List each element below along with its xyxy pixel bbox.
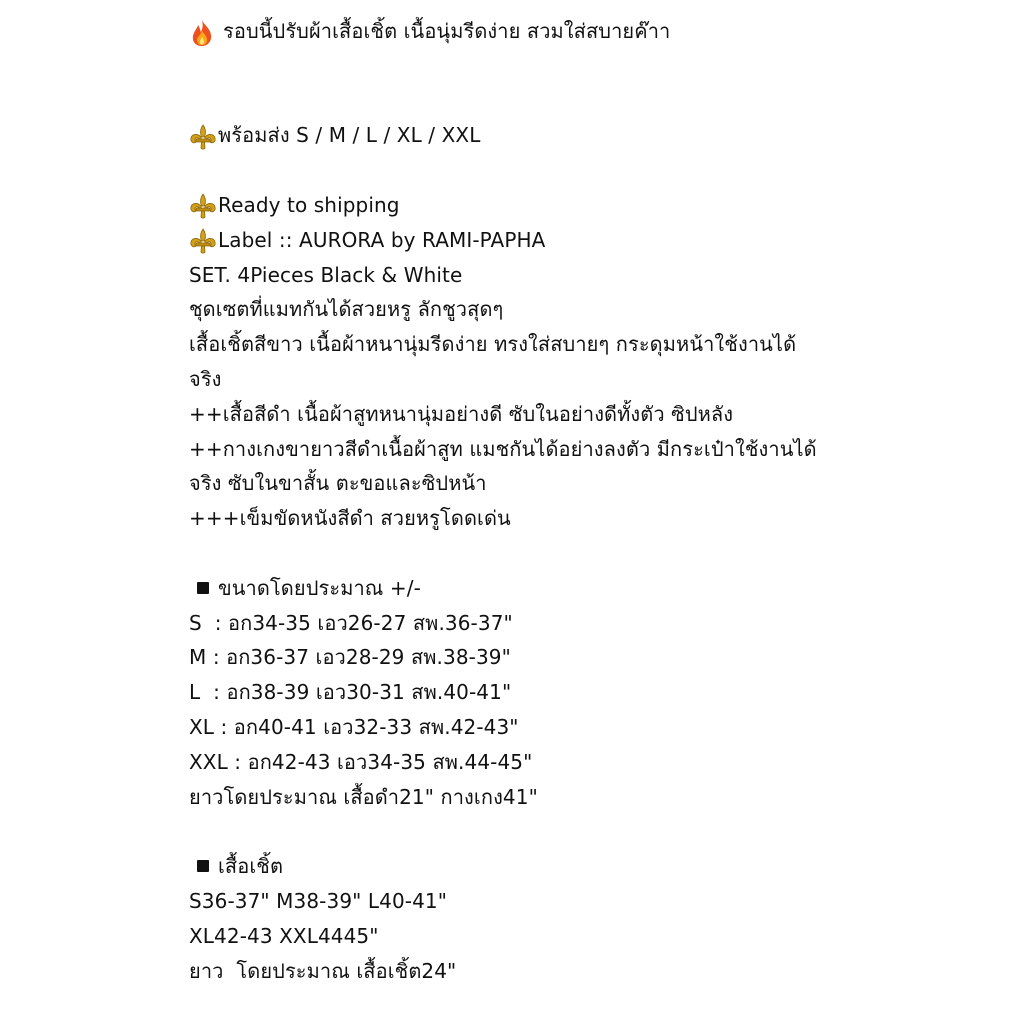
size-row: XL : อก40-41 เอว32-33 สพ.42-43" xyxy=(189,714,519,739)
size-section-heading xyxy=(189,571,989,606)
shirt-size-row: S36-37" M38-39" L40-41" xyxy=(189,888,448,913)
description-line: เสื้อเชิ้ตสีขาว เนื้อผ้าหนานุ่มรีดง่าย ทรงใส่สบายๆ กระดุมหน้าใช้งานได้ xyxy=(189,332,797,357)
spacer xyxy=(189,84,989,119)
description-line: +++เข็มขัดหนังสีดำ สวยหรูโดดเด่น xyxy=(189,506,511,531)
fire-icon xyxy=(189,19,215,47)
fleur-de-lis-icon xyxy=(189,228,217,254)
product-description xyxy=(189,14,989,988)
ready-sizes-text: พร้อมส่ง S / M / L / XL / XXL xyxy=(218,123,481,148)
description-line: ชุดเซตที่แมทกันได้สวยหรู ลักชูวสุดๆ xyxy=(189,297,504,322)
ready-sizes-line xyxy=(189,118,989,153)
fleur-de-lis-icon xyxy=(189,124,217,150)
description-line: ++เสื้อสีดำ เนื้อผ้าสูทหนานุ่มอย่างดี ซับในอย่างดีทั้งตัว ซิปหลัง xyxy=(189,401,734,426)
fleur-de-lis-icon xyxy=(189,193,217,219)
label-text: Label :: AURORA by RAMI-PAPHA xyxy=(218,227,546,252)
shirt-section-heading-text: เสื้อเชิ้ต xyxy=(218,854,284,879)
spacer xyxy=(189,536,989,571)
size-row: S : อก34-35 เอว26-27 สพ.36-37" xyxy=(189,610,513,635)
length-row: ยาวโดยประมาณ เสื้อดำ21" กางเกง41" xyxy=(189,784,538,809)
headline-text: รอบนี้ปรับผ้าเสื้อเชิ้ต เนื้อนุ่มรีดง่าย สวมใส่สบายค๊าา xyxy=(223,19,671,43)
label-line xyxy=(189,223,989,258)
black-square-icon xyxy=(197,582,209,594)
ready-to-ship-line xyxy=(189,188,989,223)
spacer xyxy=(189,153,989,188)
description-line: จริง ซับในขาสั้น ตะขอและซิปหน้า xyxy=(189,471,487,496)
headline-line xyxy=(189,14,989,49)
size-row: M : อก36-37 เอว28-29 สพ.38-39" xyxy=(189,645,511,670)
description-line: SET. 4Pieces Black & White xyxy=(189,262,463,287)
size-row: L : อก38-39 เอว30-31 สพ.40-41" xyxy=(189,680,512,705)
shirt-size-row: XL42-43 XXL4445" xyxy=(189,923,379,948)
description-line: จริง xyxy=(189,366,222,391)
ready-to-ship-text: Ready to shipping xyxy=(218,192,400,217)
spacer xyxy=(189,814,989,849)
shirt-section-heading xyxy=(189,849,989,884)
shirt-length-row: ยาว โดยประมาณ เสื้อเชิ้ต24" xyxy=(189,958,457,983)
description-line: ++กางเกงขายาวสีดำเนื้อผ้าสูท แมชกันได้อย่างลงตัว มีกระเป๋าใช้งานได้ xyxy=(189,436,817,461)
size-row: XXL : อก42-43 เอว34-35 สพ.44-45" xyxy=(189,749,533,774)
black-square-icon xyxy=(197,860,209,872)
size-section-heading-text: ขนาดโดยประมาณ +/- xyxy=(218,575,421,600)
spacer xyxy=(189,49,989,84)
